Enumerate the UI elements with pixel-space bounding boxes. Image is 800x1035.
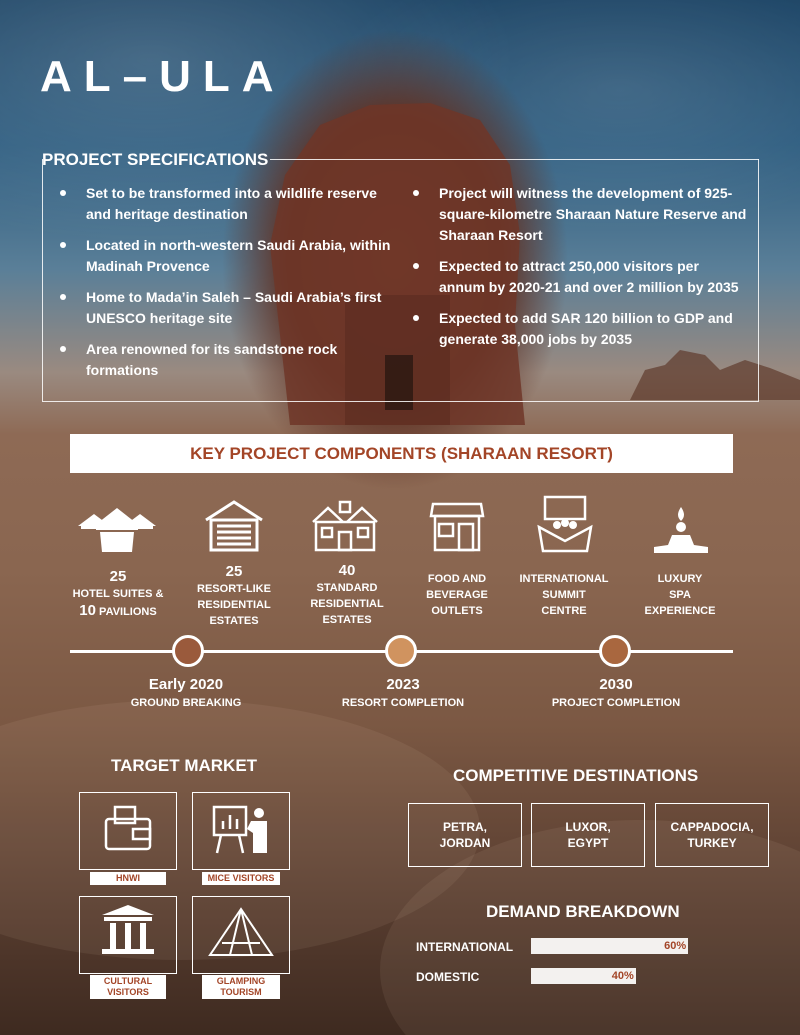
spec-item: Project will witness the development of 925-square-kilometre Sharaan Nature Reserve and Sharaan Resort	[413, 183, 748, 246]
specs-box-top-border	[270, 159, 759, 160]
spec-item: Expected to attract 250,000 visitors per annum by 2020-21 and over 2 million by 2035	[413, 256, 748, 298]
shop-icon	[429, 500, 485, 554]
component-text: SUMMIT	[542, 589, 586, 601]
museum-icon	[98, 903, 158, 959]
timeline-desc: PROJECT COMPLETION	[551, 697, 681, 709]
demand-bar-domestic: 40%	[531, 968, 636, 984]
components-heading-banner: KEY PROJECT COMPONENTS (SHARAAN RESORT)	[70, 434, 733, 473]
component-text: SPA	[669, 589, 691, 601]
component-spa	[625, 571, 735, 619]
component-text: ESTATES	[209, 615, 259, 627]
timeline-label-project-completion	[526, 675, 706, 711]
timeline-year: Early 2020	[148, 676, 224, 693]
demand-bar-international-track	[531, 938, 793, 954]
component-resort-estates	[179, 563, 289, 629]
target-cultural-box	[79, 896, 177, 974]
component-text: LUXURY	[657, 573, 703, 585]
component-text: FOOD AND	[427, 573, 487, 585]
specs-right-column	[413, 183, 748, 360]
specs-left-column	[60, 183, 400, 391]
demand-label-international: INTERNATIONAL	[416, 940, 514, 954]
timeline-desc: RESORT COMPLETION	[341, 697, 465, 709]
component-text: OUTLETS	[431, 605, 483, 617]
destination-text: LUXOR,	[565, 820, 611, 834]
demand-bar-international: 60%	[531, 938, 688, 954]
house-icon	[310, 498, 380, 554]
target-mice-box	[192, 792, 290, 870]
spa-icon	[650, 505, 712, 559]
component-text: PAVILIONS	[99, 606, 157, 618]
page-title: AL–ULA	[40, 52, 286, 101]
summit-icon	[535, 495, 595, 557]
destination-text: CAPPADOCIA,	[670, 820, 754, 834]
destination-petra	[408, 803, 522, 867]
target-label-mice: MICE VISITORS	[202, 872, 280, 885]
timeline-node-resort-completion	[385, 635, 417, 667]
timeline-year: 2023	[386, 676, 420, 693]
pavilions-icon	[76, 500, 158, 556]
destination-text: JORDAN	[439, 836, 491, 850]
target-glamping-box	[192, 896, 290, 974]
demand-bar-domestic-track	[531, 968, 793, 984]
component-number: 10	[79, 602, 96, 619]
target-hnwi-box	[79, 792, 177, 870]
component-summit-centre	[509, 571, 619, 619]
timeline-label-ground-breaking	[96, 675, 276, 711]
destination-text: TURKEY	[687, 836, 737, 850]
target-label-glamping: GLAMPING TOURISM	[202, 975, 280, 999]
target-label-cultural: CULTURAL VISITORS	[90, 975, 166, 999]
component-number: 40	[338, 562, 356, 579]
wallet-icon	[103, 805, 153, 851]
spec-item: Set to be transformed into a wildlife reserve and heritage destination	[60, 183, 400, 225]
component-text: HOTEL SUITES &	[72, 588, 164, 600]
component-text: BEVERAGE	[426, 589, 488, 601]
timeline-node-ground-breaking	[172, 635, 204, 667]
component-number: 25	[225, 563, 243, 580]
component-text: STANDARD	[316, 582, 378, 594]
spec-item: Area renowned for its sandstone rock formations	[60, 339, 400, 381]
specs-heading: PROJECT SPECIFICATIONS	[42, 150, 269, 169]
destination-luxor	[531, 803, 645, 867]
component-text: CENTRE	[541, 605, 587, 617]
timeline-node-project-completion	[599, 635, 631, 667]
tent-icon	[206, 905, 276, 959]
component-number: 25	[109, 568, 127, 585]
target-label-hnwi: HNWI	[90, 872, 166, 885]
component-text: RESIDENTIAL	[310, 598, 384, 610]
spec-item: Home to Mada’in Saleh – Saudi Arabia’s first UNESCO heritage site	[60, 287, 400, 329]
component-standard-estates	[292, 562, 402, 628]
destination-cappadocia	[655, 803, 769, 867]
demand-label-domestic: DOMESTIC	[416, 970, 480, 984]
component-food-beverage	[402, 571, 512, 619]
timeline-desc: GROUND BREAKING	[130, 697, 242, 709]
component-text: EXPERIENCE	[644, 605, 716, 617]
component-text: INTERNATIONAL	[519, 573, 609, 585]
timeline-label-resort-completion	[313, 675, 493, 711]
component-hotel-suites	[63, 568, 173, 620]
component-text: ESTATES	[322, 614, 372, 626]
destination-text: EGYPT	[567, 836, 609, 850]
timeline-year: 2030	[599, 676, 633, 693]
spec-item: Located in north-western Saudi Arabia, within Madinah Provence	[60, 235, 400, 277]
barn-icon	[203, 498, 265, 554]
component-text: RESORT-LIKE	[197, 583, 271, 595]
component-text: RESIDENTIAL	[197, 599, 271, 611]
target-market-heading: TARGET MARKET	[111, 756, 258, 775]
competitive-heading: COMPETITIVE DESTINATIONS	[453, 766, 699, 785]
destination-text: PETRA,	[442, 820, 487, 834]
spec-item: Expected to add SAR 120 billion to GDP and generate 38,000 jobs by 2035	[413, 308, 748, 350]
presenter-icon	[211, 803, 271, 855]
demand-heading: DEMAND BREAKDOWN	[486, 902, 680, 921]
